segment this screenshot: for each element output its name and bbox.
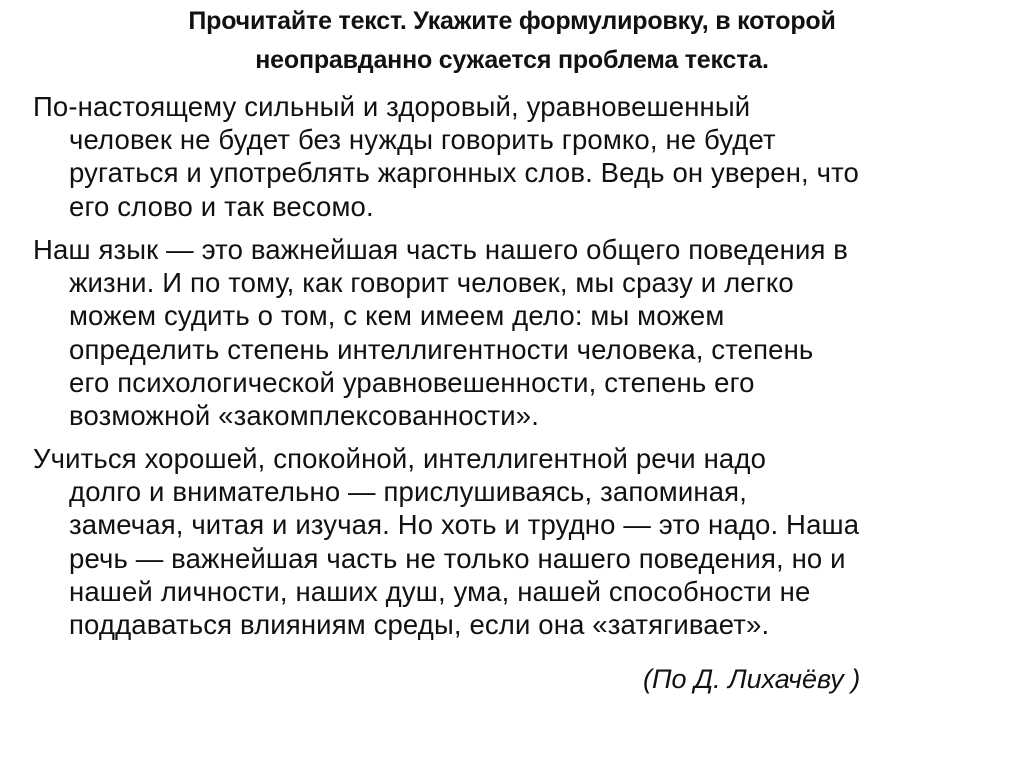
source-attribution: (По Д. Лихачёву ) [643, 664, 861, 694]
paragraph-line: ругаться и употреблять жаргонных слов. Ведь он уверен, что [69, 157, 859, 189]
paragraph-line: Наш язык — это важнейшая часть нашего общего поведения в [33, 234, 849, 265]
paragraph-3 [33, 442, 859, 641]
paragraph-2 [33, 233, 848, 432]
slide-title [60, 2, 964, 80]
title-line-1: Прочитайте текст. Укажите формулировку, в которой [188, 7, 836, 35]
paragraph-line: замечая, читая и изучая. Но хоть и трудно — это надо. Наша [69, 509, 860, 541]
paragraph-line: определить степень интеллигентности человека, степень [69, 333, 814, 365]
paragraph-line: поддаваться влияниям среды, если она «затягивает». [69, 609, 770, 641]
paragraph-line: По-настоящему сильный и здоровый, уравновешенный [33, 91, 751, 122]
paragraph-line: жизни. И по тому, как говорит человек, мы сразу и легко [69, 267, 794, 299]
paragraph-line: можем судить о том, с кем имеем дело: мы можем [69, 300, 725, 332]
paragraph-line: его слово и так весомо. [69, 190, 374, 222]
paragraph-line: Учиться хорошей, спокойной, интеллигентной речи надо [33, 443, 767, 474]
paragraph-line: речь — важнейшая часть не только нашего поведения, но и [69, 542, 846, 574]
paragraph-line: нашей личности, наших душ, ума, нашей способности не [69, 575, 811, 607]
paragraph-line: возможной «закомплексованности». [69, 400, 540, 432]
paragraph-1 [33, 90, 859, 223]
title-line-2: неоправданно сужается проблема текста. [255, 46, 769, 74]
paragraph-line: долго и внимательно — прислушиваясь, запоминая, [69, 476, 747, 508]
paragraph-line: человек не будет без нужды говорить громко, не будет [69, 124, 776, 156]
paragraph-line: его психологической уравновешенности, степень его [69, 366, 755, 398]
